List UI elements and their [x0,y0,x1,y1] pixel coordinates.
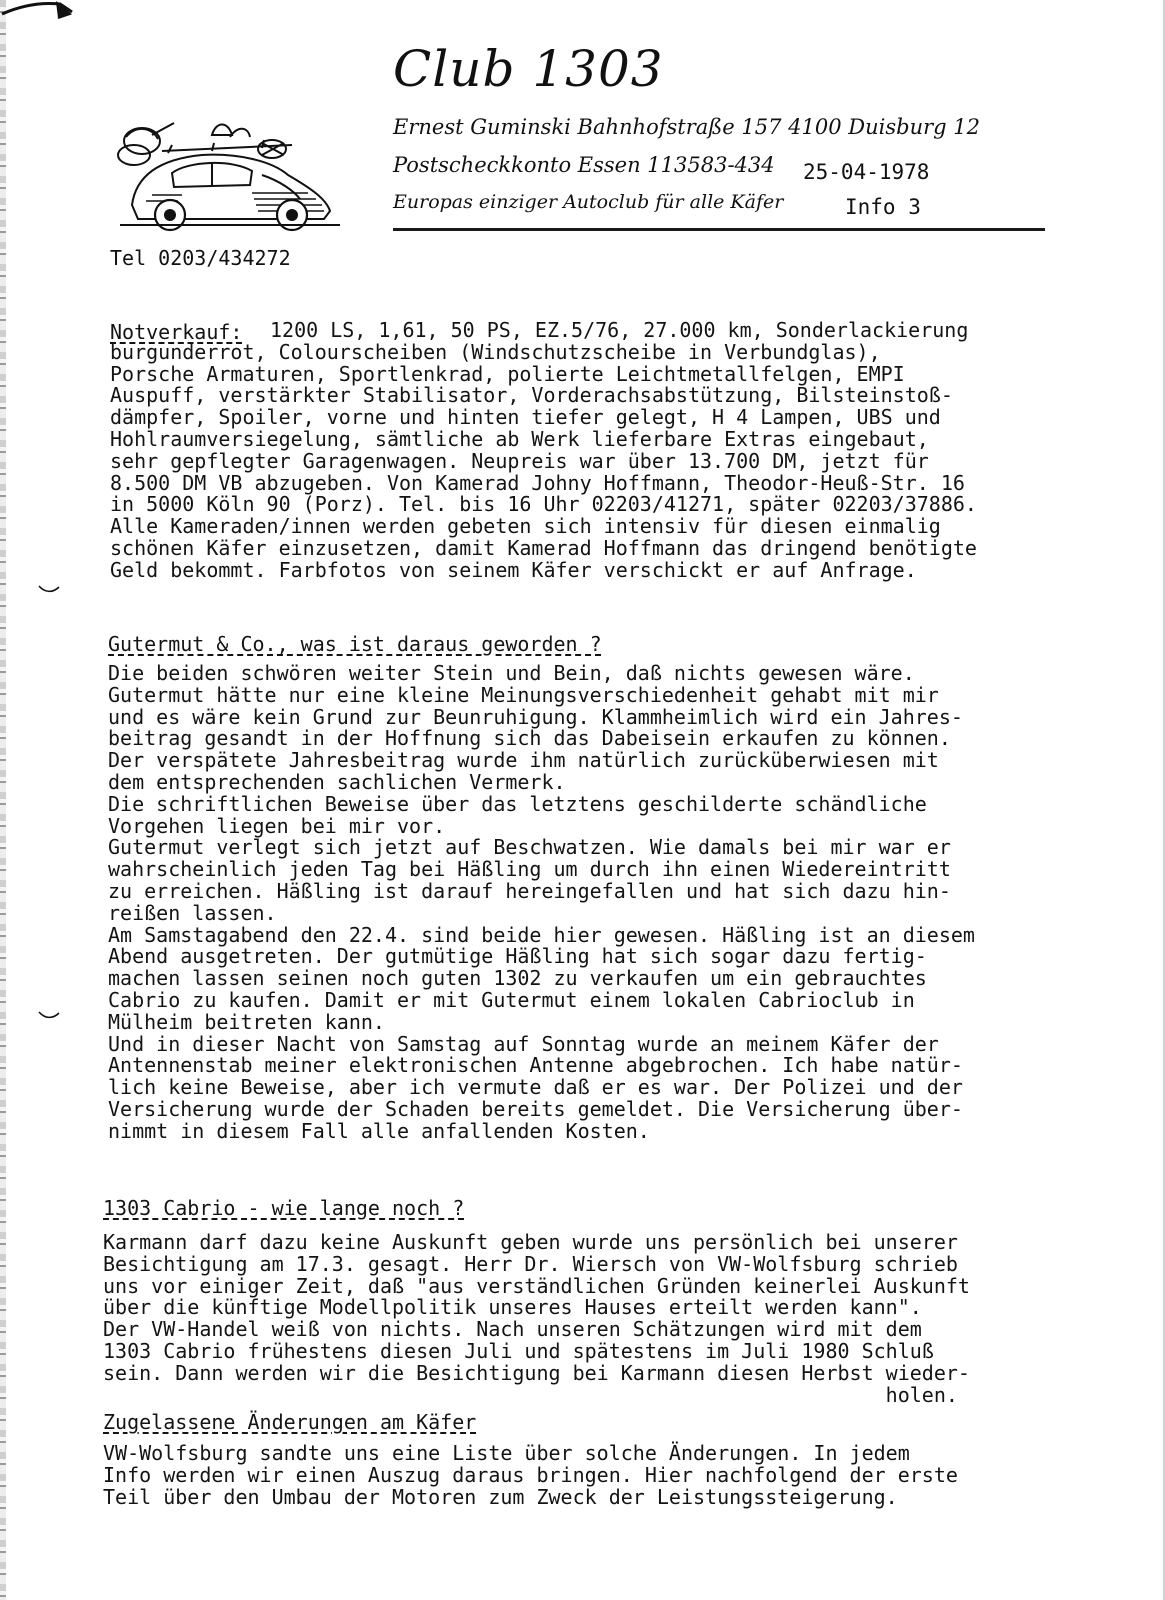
phone-number: Tel 0203/434272 [110,246,291,270]
issue-label: Info 3 [845,195,921,219]
section-text-notverkauf: 1200 LS, 1,61, 50 PS, EZ.5/76, 27.000 km, Sonderlackierung burgunderrot, Colourscheiben (Windschutzscheibe in Verbundglas), Porsche Armaturen, Sportlenkrad, polierte Leichtmetallfelgen, EMPI Auspuff, verstärkter Stabilisator, Vorderachsabstützung, Bilsteinstoß- dämpfer, Spoiler, vorne und hinten tiefer gelegt, H 4 Lampen, UBS und Hohlraumversiegelung, sämtliche ab Werk lieferbare Extras eingebaut, sehr gepflegter Garagenwagen. Neupreis war über 13.700 DM, jetzt für 8.500 DM VB abzugeben. Von Kamerad Johny Hoffmann, Theodor-Heuß-Str. 16 in 5000 Köln 90 (Porz). Tel. bis 16 Uhr 02203/41271, später 02203/37886. Alle Kameraden/innen werden gebeten sich intensiv für diesen einmalig schönen Käfer einzusetzen, damit Kamerad Hoffmann das dringend benötigte Geld bekommt. Farbfotos von seinem Käfer verschickt er auf Anfrage. [110,318,977,582]
section-text-gutermut: Die beiden schwören weiter Stein und Bein, daß nichts gewesen wäre. Gutermut hätte nur eine kleine Meinungsverschiedenheit gehabt mit mir und es wäre kein Grund zur Beunruhigung. Klammheimlich wird ein Jahres- beitrag gesandt in der Hoffnung sich das Dabeisein erkaufen zu können. Der verspätete Jahresbeitrag wurde ihm natürlich zurücküberwiesen mit dem entsprechenden sachlichen Vermerk. Die schriftlichen Beweise über das letztens geschilderte schändliche Vorgehen liegen bei mir vor. Gutermut verlegt sich jetzt auf Beschwatzen. Wie damals bei mir war er wahrscheinlich jeden Tag bei Häßling um durch ihn einen Wiedereintritt zu erreichen. Häßling ist darauf hereingefallen und hat sich dazu hin- reißen lassen. Am Samstagabend den 22.4. sind beide hier gewesen. Häßling ist an diesem Abend ausgetreten. Der gutmütige Häßling hat sich sogar dazu fertig- machen lassen seinen noch guten 1302 zu verkaufen um ein gebrauchtes Cabrio zu kaufen. Damit er mit Gutermut einem lokalen Cabrioclub in Mülheim beitreten kann. Und in dieser Nacht von Samstag auf Sonntag wurde an meinem Käfer der Antennenstab meiner elektronischen Antenne abgebrochen. Ich habe natür- lich keine Beweise, aber ich vermute daß er es war. Der Polizei und der Versicherung wurde der Schaden bereits gemeldet. Die Versicherung über- nimmt in diesem Fall alle anfallenden Kosten. [108,661,975,1143]
beetle-logo-icon [112,115,348,233]
address-line: Ernest Guminski Bahnhofstraße 157 4100 Duisburg 12 [393,115,980,139]
document-date: 25-04-1978 [803,160,930,184]
section-heading-aenderungen: Zugelassene Änderungen am Käfer [103,1410,477,1434]
margin-tick-mark [38,584,60,594]
postal-account-line: Postscheckkonto Essen 113583-434 [393,153,775,177]
scan-left-edge [0,0,6,1600]
club-name: Club 1303 [393,40,664,98]
section-text-aenderungen: VW-Wolfsburg sandte uns eine Liste über solche Änderungen. In jedem Info werden wir einen Auszug daraus bringen. Hier nachfolgend der erste Teil über den Umbau der Motoren zum Zweck der Leistungssteigerung. [103,1441,958,1509]
corner-scribble [0,0,80,30]
section-heading-cabrio: 1303 Cabrio - wie lange noch ? [103,1196,465,1220]
section-heading-gutermut: Gutermut & Co., was ist daraus geworden ? [108,632,602,656]
section-text-cabrio: Karmann darf dazu keine Auskunft geben wurde uns persönlich bei unserer Besichtigung am 17.3. gesagt. Herr Dr. Wiersch von VW-Wolfsburg schrieb uns vor einiger Zeit, daß "aus verständlichen Gründen keinerlei Auskunft über die künftige Modellpolitik unseres Hauses erteilt werden kann". Der VW-Handel weiß von nichts. Nach unseren Schätzungen wird mit dem 1303 Cabrio frühestens diesen Juli und spätestens im Juli 1980 Schluß sein. Dann werden wir die Besichtigung bei Karmann diesen Herbst wieder- holen. [103,1230,970,1407]
margin-tick-mark [38,1010,60,1020]
section-heading-notverkauf: Notverkauf: [110,320,243,344]
club-tagline: Europas einziger Autoclub für alle Käfer [393,191,784,213]
header-rule [393,228,1045,231]
